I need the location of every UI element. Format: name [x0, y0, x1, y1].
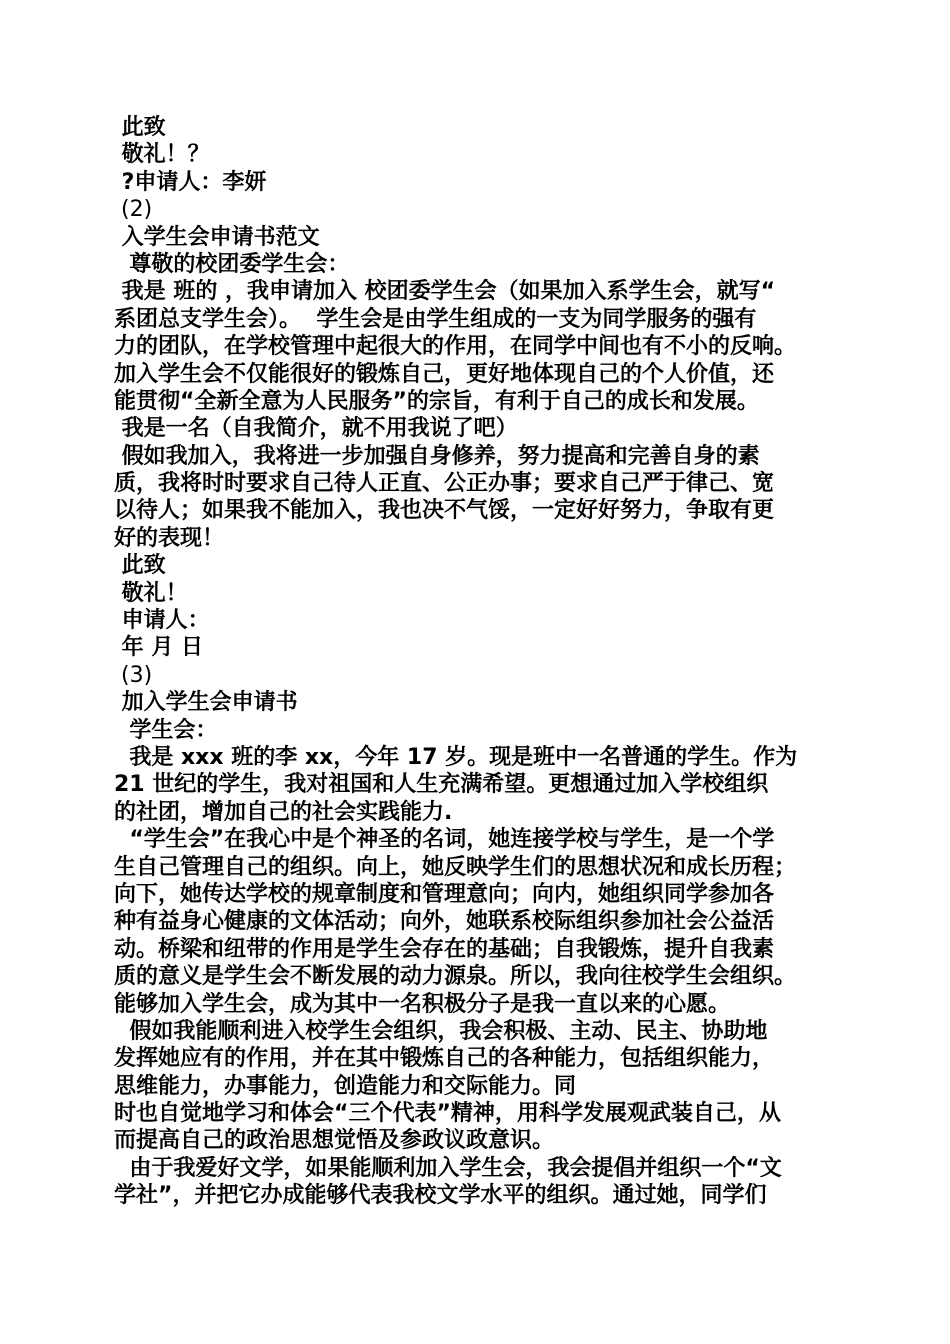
- salutation: 尊敬的校团委学生会：: [114, 251, 350, 277]
- text-line: 能贯彻“全新全意为人民服务”的宗旨，有利于自己的成长和发展。: [114, 388, 759, 414]
- text-line: 学社”，并把它办成能够代表我校文学水平的组织。通过她，同学们: [114, 1183, 767, 1209]
- text-line: 质的意义是学生会不断发展的动力源泉。所以，我向往校学生会组织。: [114, 964, 797, 990]
- text-line: 种有益身心健康的文体活动；向外，她联系校际组织参加社会公益活: [114, 909, 775, 935]
- text-line: 的社团，增加自己的社会实践能力.: [114, 799, 453, 825]
- text-line: 力的团队，在学校管理中起很大的作用，在同学中间也有不小的反响。: [114, 334, 797, 360]
- text-line: 生自己管理自己的组织。向上，她反映学生们的思想状况和成长历程；: [114, 854, 797, 880]
- text-line: 而提高自己的政治思想觉悟及参政议政意识。: [114, 1128, 555, 1154]
- closing-line: 敬礼！: [114, 580, 188, 606]
- text-line: 加入学生会不仅能很好的锻炼自己，更好地体现自己的个人价值，还: [114, 361, 775, 387]
- text-line: 动。桥梁和纽带的作用是学生会存在的基础；自我锻炼，提升自我素: [114, 936, 775, 962]
- text-line: 由于我爱好文学，如果能顺利加入学生会，我会提倡并组织一个“文: [114, 1155, 782, 1181]
- text-line: 我是一名（自我简介，就不用我说了吧）: [114, 416, 518, 442]
- text-line: “学生会”在我心中是个神圣的名词，她连接学校与学生，是一个学: [114, 827, 775, 853]
- text-line: 我是 班的 ，我申请加入 校团委学生会（如果加入系学生会，就写“: [114, 279, 776, 305]
- text-line: 时也自觉地学习和体会“三个代表”精神，用科学发展观武装自己，从: [114, 1101, 781, 1127]
- document-body: [114, 114, 854, 1210]
- section-number: (2): [114, 197, 153, 223]
- text-line: 能够加入学生会，成为其中一名积极分子是我一直以来的心愿。: [114, 991, 731, 1017]
- text-line: ?申请人：李妍: [114, 169, 267, 195]
- closing-line: 此致: [114, 553, 166, 579]
- date-line: 年 月 日: [114, 635, 203, 661]
- text-line: 假如我加入，我将进一步加强自身修养，努力提高和完善自身的素: [114, 443, 760, 469]
- text-line: 21 世纪的学生，我对祖国和人生充满希望。更想通过加入学校组织: [114, 772, 769, 798]
- section-number: (3): [114, 662, 153, 688]
- text-line: 此致: [114, 115, 166, 140]
- text-line: 思维能力，办事能力，创造能力和交际能力。同: [114, 1073, 577, 1099]
- text-line: 敬礼！？: [114, 142, 210, 168]
- text-line: 我是 xxx 班的李 xx，今年 17 岁。现是班中一名普通的学生。作为: [114, 744, 798, 770]
- section-title: 入学生会申请书范文: [114, 224, 320, 250]
- text-line: 好的表现！: [114, 525, 225, 551]
- text-line: 以待人；如果我不能加入，我也决不气馁，一定好好努力，争取有更: [114, 498, 775, 524]
- signature-line: 申请人：: [114, 608, 210, 634]
- text-line: 发挥她应有的作用，并在其中锻炼自己的各种能力，包括组织能力，: [114, 1046, 775, 1072]
- section-title: 加入学生会申请书: [114, 690, 298, 716]
- text-line: 系团总支学生会）。 学生会是由学生组成的一支为同学服务的强有: [114, 306, 757, 332]
- text-line: 向下，她传达学校的规章制度和管理意向；向内，她组织同学参加各: [114, 881, 775, 907]
- text-line: 质，我将时时要求自己待人正直、公正办事；要求自己严于律己、宽: [114, 471, 775, 497]
- text-line: 假如我能顺利进入校学生会组织，我会积极、主动、民主、协助地: [114, 1018, 768, 1044]
- salutation: 学生会：: [114, 717, 218, 743]
